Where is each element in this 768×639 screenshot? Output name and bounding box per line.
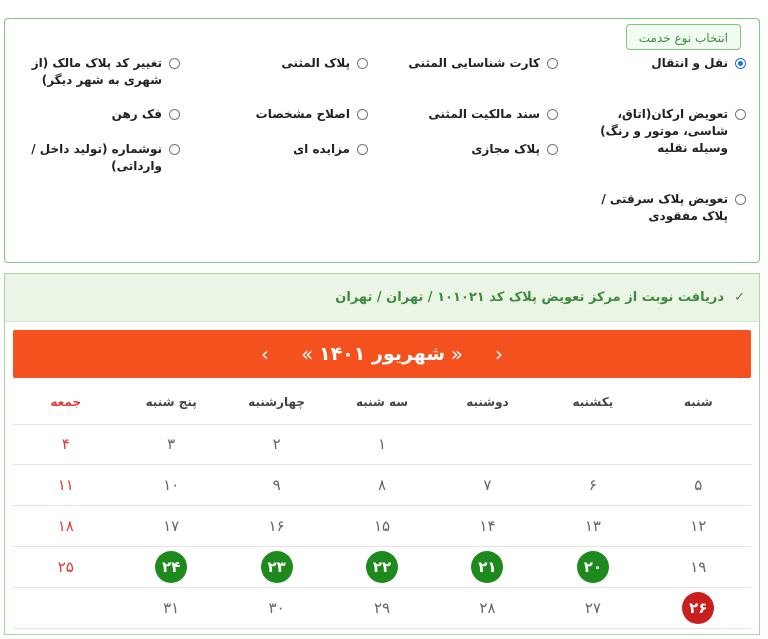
radio-icon[interactable] [547, 144, 558, 155]
option-label: نقل و انتقال [651, 56, 728, 70]
day-number: ۷ [483, 476, 492, 494]
calendar-day-cell[interactable] [540, 547, 645, 587]
calendar-day-cell [118, 465, 223, 505]
radio-icon[interactable] [547, 109, 558, 120]
day-number: ۱۲ [690, 517, 707, 535]
service-option-replace-stolen-plate[interactable] [593, 191, 746, 225]
radio-icon[interactable] [169, 144, 180, 155]
calendar-day-cell [435, 588, 540, 628]
service-option-plate-duplicate[interactable] [215, 55, 368, 72]
calendar-day-cell [329, 588, 434, 628]
calendar-day-cell [13, 424, 118, 464]
calendar-day-cell [540, 506, 645, 546]
calendar-week-row [13, 506, 751, 547]
service-option-auction[interactable] [215, 141, 368, 158]
calendar-empty-cell [540, 424, 645, 464]
calendar-day-cell [646, 465, 751, 505]
calendar-day-cell [646, 547, 751, 587]
weekday-label-friday: جمعه [50, 395, 82, 409]
month-navigation-bar [13, 330, 751, 378]
day-number: ۱۳ [584, 517, 601, 535]
prev-year-arrow-icon[interactable]: » [301, 342, 314, 366]
calendar-day-cell [329, 506, 434, 546]
day-number: ۲۵ [57, 558, 74, 576]
available-day-badge[interactable]: ۲۴ [155, 551, 187, 583]
calendar-day-cell[interactable] [329, 547, 434, 587]
calendar-empty-cell [646, 424, 751, 464]
calendar-day-cell [224, 588, 329, 628]
radio-icon[interactable] [735, 109, 746, 120]
radio-icon[interactable] [357, 144, 368, 155]
calendar-header[interactable] [5, 274, 759, 322]
appointment-calendar-panel [4, 273, 760, 635]
day-number: ۱۷ [163, 517, 180, 535]
calendar-day-cell [13, 547, 118, 587]
day-number: ۳ [167, 435, 176, 453]
calendar-day-cell[interactable] [118, 547, 223, 587]
day-number: ۱ [378, 435, 387, 453]
option-label: کارت شناسایی المثنی [408, 56, 540, 70]
option-label: نوشماره (تولید داخل / وارداتی) [31, 142, 162, 173]
calendar-day-cell [224, 465, 329, 505]
option-label: سند مالکیت المثنی [428, 107, 540, 121]
service-option-id-card-duplicate[interactable] [405, 55, 558, 72]
radio-icon[interactable] [547, 58, 558, 69]
option-label: فک رهن [111, 107, 162, 121]
calendar-day-cell [329, 424, 434, 464]
radio-icon[interactable] [357, 109, 368, 120]
calendar-week-row [13, 465, 751, 506]
day-number: ۲۷ [584, 599, 601, 617]
calendar-day-cell [224, 506, 329, 546]
day-number: ۱۵ [373, 517, 391, 535]
calendar-week-row [13, 424, 751, 465]
calendar-day-cell [329, 465, 434, 505]
prev-month-arrow-icon[interactable]: › [261, 342, 269, 366]
calendar-week-row [13, 588, 751, 629]
day-number: ۹ [272, 476, 281, 494]
day-number: ۳۰ [268, 599, 285, 617]
service-option-ownership-doc-duplicate[interactable] [405, 106, 558, 123]
calendar-day-cell [435, 506, 540, 546]
calendar-day-grid [13, 424, 751, 629]
weekday-label: چهارشنبه [248, 395, 306, 409]
service-option-mortgage-release[interactable] [12, 106, 180, 123]
day-number: ۲ [272, 435, 281, 453]
option-label: تعویض ارکان(اتاق، شاسی، موتور و رنگ) وسیله نقلیه [600, 107, 728, 155]
weekday-label: یکشنبه [572, 395, 614, 409]
month-title: شهریور ۱۴۰۱ [318, 343, 446, 365]
weekday-header-row [13, 380, 751, 425]
calendar-day-cell [13, 506, 118, 546]
calendar-day-cell [435, 465, 540, 505]
weekday-label: سه شنبه [355, 395, 409, 409]
radio-icon[interactable] [735, 58, 746, 69]
weekday-label: پنج شنبه [145, 395, 197, 409]
day-number: ۱۶ [268, 517, 285, 535]
day-number: ۸ [378, 476, 387, 494]
next-year-arrow-icon[interactable]: « [450, 342, 463, 366]
calendar-day-cell[interactable] [224, 547, 329, 587]
selected-day-badge[interactable]: ۲۶ [682, 592, 714, 624]
calendar-day-cell [118, 588, 223, 628]
option-label: اصلاح مشخصات [255, 107, 350, 121]
day-number: ۱۰ [163, 476, 180, 494]
radio-icon[interactable] [169, 58, 180, 69]
service-option-edit-specs[interactable] [215, 106, 368, 123]
calendar-empty-cell [435, 424, 540, 464]
day-number: ۱۱ [57, 476, 74, 494]
calendar-day-cell [646, 506, 751, 546]
day-number: ۱۹ [690, 558, 707, 576]
calendar-day-cell[interactable] [646, 588, 751, 628]
calendar-header-title: دریافت نوبت از مرکز تعویض پلاک کد ۱۰۱۰۲۱ / تهران / تهران [335, 290, 725, 305]
calendar-day-cell [118, 506, 223, 546]
radio-icon[interactable] [357, 58, 368, 69]
day-number: ۲۸ [479, 599, 496, 617]
day-number: ۳۱ [163, 599, 180, 617]
service-option-change-owner-code[interactable] [12, 55, 180, 89]
available-day-badge[interactable]: ۲۱ [471, 551, 503, 583]
service-option-transfer[interactable] [593, 55, 746, 72]
option-label: پلاک مجازی [471, 142, 540, 156]
calendar-day-cell [540, 588, 645, 628]
day-number: ۵ [694, 476, 703, 494]
available-day-badge[interactable]: ۲۲ [366, 551, 398, 583]
day-number: ۴ [61, 435, 70, 453]
option-label: تعویض پلاک سرقتی / پلاک مفقودی [601, 192, 728, 223]
weekday-label: شنبه [683, 395, 713, 409]
calendar-day-cell[interactable] [435, 547, 540, 587]
calendar-day-cell [540, 465, 645, 505]
calendar-day-cell [13, 465, 118, 505]
service-option-change-parts[interactable] [593, 106, 746, 157]
next-month-arrow-icon[interactable]: ‹ [495, 342, 503, 366]
service-option-virtual-plate[interactable] [405, 141, 558, 158]
day-number: ۱۸ [57, 517, 74, 535]
calendar-week-row [13, 547, 751, 588]
day-number: ۲۹ [373, 599, 391, 617]
radio-icon[interactable] [735, 194, 746, 205]
radio-icon[interactable] [169, 109, 180, 120]
calendar-day-cell [118, 424, 223, 464]
day-number: ۶ [588, 476, 597, 494]
service-type-legend: انتخاب نوع خدمت [626, 24, 741, 50]
calendar-empty-cell [13, 588, 118, 628]
available-day-badge[interactable]: ۲۳ [261, 551, 293, 583]
check-icon: ✓ [734, 290, 745, 305]
option-label: تغییر کد پلاک مالک (از شهری به شهر دیگر) [31, 56, 162, 87]
option-label: مزایده ای [293, 142, 350, 156]
service-option-new-numbering[interactable] [12, 141, 180, 175]
day-number: ۱۴ [479, 517, 496, 535]
weekday-label: دوشنبه [466, 395, 509, 409]
available-day-badge[interactable]: ۲۰ [577, 551, 609, 583]
calendar-day-cell [224, 424, 329, 464]
option-label: پلاک المثنی [281, 56, 350, 70]
